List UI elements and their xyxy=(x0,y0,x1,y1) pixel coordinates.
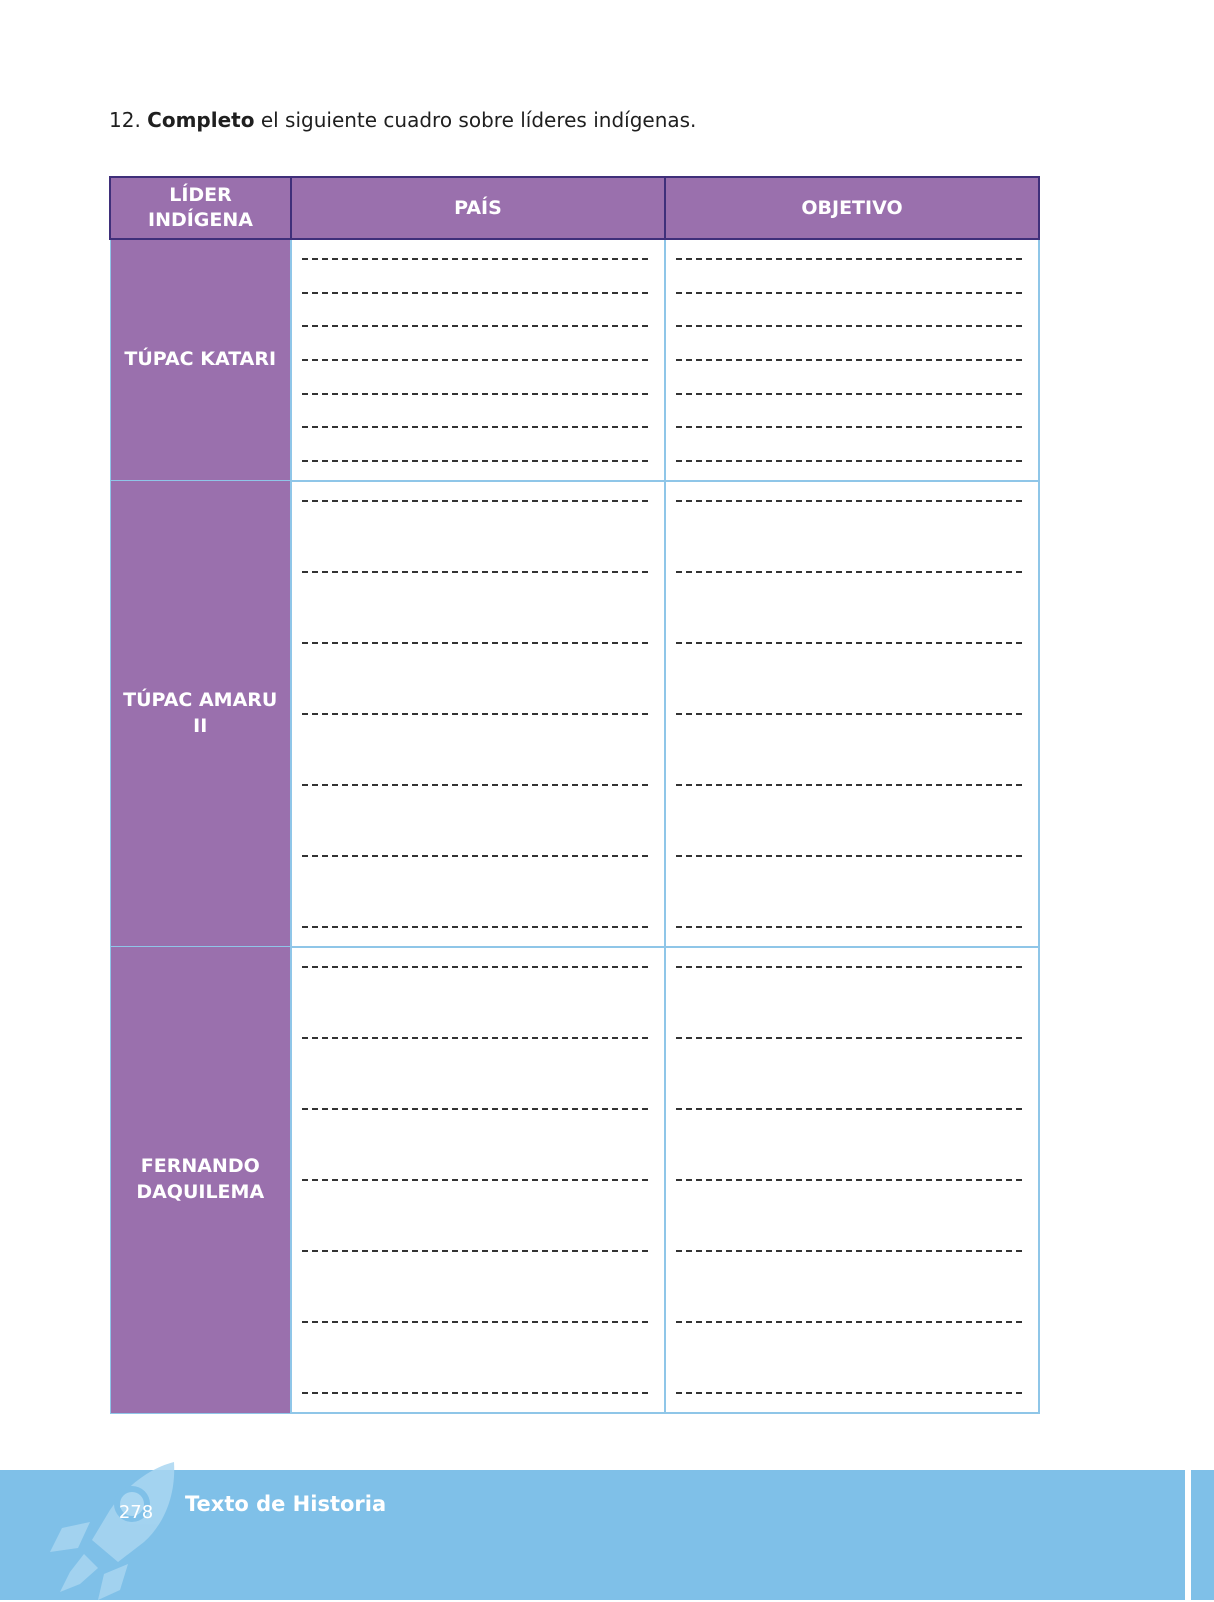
instruction-number: 12. xyxy=(109,108,141,132)
answer-lines xyxy=(676,966,1022,1394)
dashed-line xyxy=(676,713,1022,715)
dashed-line xyxy=(302,926,648,928)
footer-edge-strip xyxy=(1191,1470,1214,1600)
dashed-line xyxy=(302,393,648,395)
dashed-line xyxy=(302,1179,648,1181)
objective-answer-cell[interactable] xyxy=(665,481,1039,947)
header-country: PAÍS xyxy=(291,177,665,239)
dashed-line xyxy=(676,855,1022,857)
answer-lines xyxy=(676,500,1022,928)
country-answer-cell[interactable] xyxy=(291,481,665,947)
dashed-line xyxy=(676,571,1022,573)
answer-lines xyxy=(302,500,648,928)
dashed-line xyxy=(676,426,1022,428)
dashed-line xyxy=(302,713,648,715)
dashed-line xyxy=(302,784,648,786)
table-row xyxy=(110,239,1039,481)
dashed-line xyxy=(676,1392,1022,1394)
dashed-line xyxy=(302,325,648,327)
dashed-line xyxy=(302,426,648,428)
table-row xyxy=(110,947,1039,1413)
dashed-line xyxy=(676,460,1022,462)
instruction-rest: el siguiente cuadro sobre líderes indígenas. xyxy=(260,108,697,132)
dashed-line xyxy=(302,500,648,502)
dashed-line xyxy=(676,1321,1022,1323)
dashed-line xyxy=(676,359,1022,361)
dashed-line xyxy=(302,855,648,857)
header-leader: LÍDER INDÍGENA xyxy=(110,177,291,239)
objective-answer-cell[interactable] xyxy=(665,947,1039,1413)
dashed-line xyxy=(676,926,1022,928)
dashed-line xyxy=(302,460,648,462)
answer-lines xyxy=(302,966,648,1394)
answer-lines xyxy=(302,258,648,462)
rocket-icon xyxy=(40,1462,200,1602)
page-number: 278 xyxy=(118,1502,154,1523)
leader-name: FERNANDO DAQUILEMA xyxy=(110,947,291,1413)
dashed-line xyxy=(676,784,1022,786)
dashed-line xyxy=(302,1250,648,1252)
dashed-line xyxy=(676,500,1022,502)
footer-title: Texto de Historia xyxy=(185,1492,387,1516)
dashed-line xyxy=(676,1250,1022,1252)
dashed-line xyxy=(676,1108,1022,1110)
dashed-line xyxy=(302,292,648,294)
dashed-line xyxy=(302,359,648,361)
dashed-line xyxy=(302,642,648,644)
dashed-line xyxy=(676,966,1022,968)
dashed-line xyxy=(676,1037,1022,1039)
dashed-line xyxy=(302,571,648,573)
dashed-line xyxy=(676,325,1022,327)
country-answer-cell[interactable] xyxy=(291,239,665,481)
dashed-line xyxy=(302,1037,648,1039)
leaders-table xyxy=(109,176,1040,1414)
dashed-line xyxy=(302,258,648,260)
header-objective: OBJETIVO xyxy=(665,177,1039,239)
instruction-text xyxy=(109,108,696,132)
table-header-row xyxy=(110,177,1039,239)
dashed-line xyxy=(302,1108,648,1110)
dashed-line xyxy=(302,1392,648,1394)
leaders-table-container xyxy=(109,176,1038,1414)
leader-name: TÚPAC AMARU II xyxy=(110,481,291,947)
dashed-line xyxy=(676,642,1022,644)
dashed-line xyxy=(676,258,1022,260)
answer-lines xyxy=(676,258,1022,462)
instruction-verb: Completo xyxy=(147,108,255,132)
dashed-line xyxy=(302,1321,648,1323)
table-row xyxy=(110,481,1039,947)
dashed-line xyxy=(302,966,648,968)
dashed-line xyxy=(676,1179,1022,1181)
dashed-line xyxy=(676,393,1022,395)
dashed-line xyxy=(676,292,1022,294)
leader-name: TÚPAC KATARI xyxy=(110,239,291,481)
country-answer-cell[interactable] xyxy=(291,947,665,1413)
objective-answer-cell[interactable] xyxy=(665,239,1039,481)
